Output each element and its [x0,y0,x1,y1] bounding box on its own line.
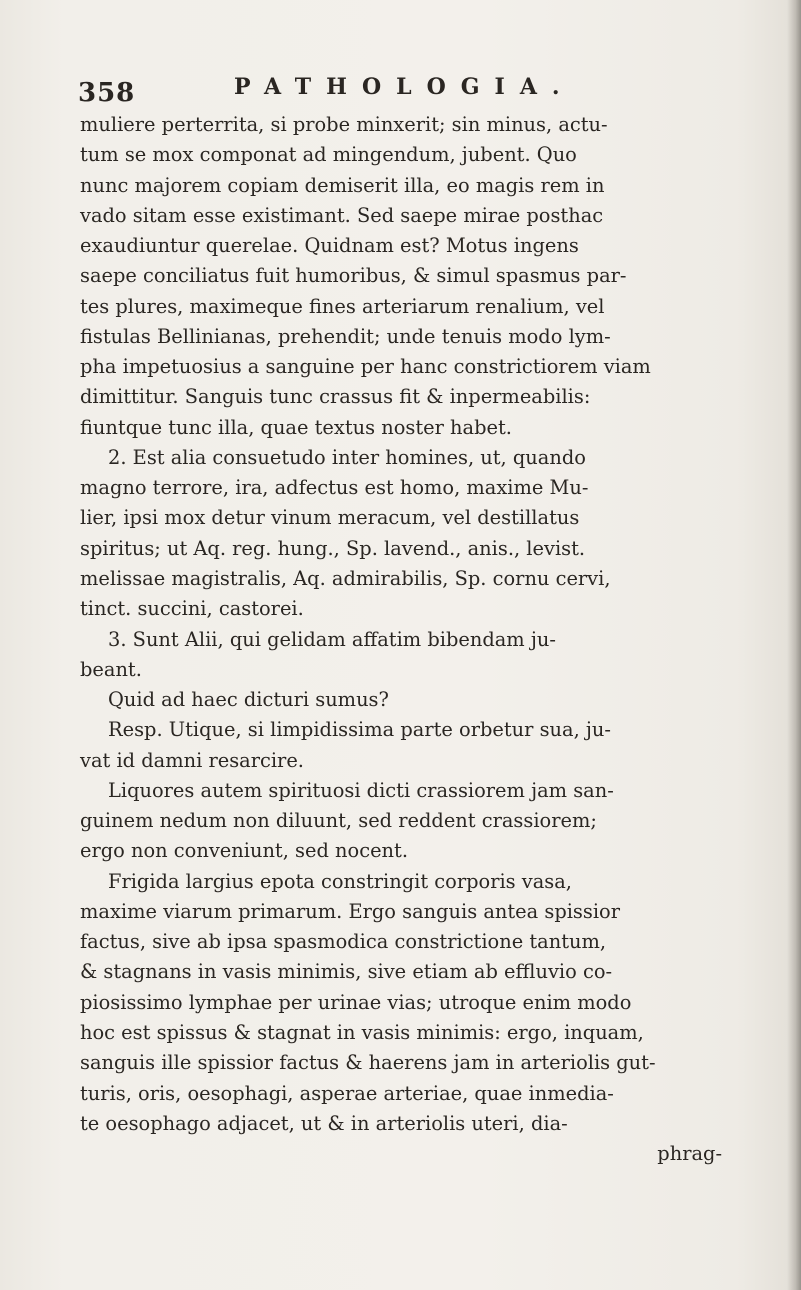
text-line: spiritus; ut Aq. reg. hung., Sp. lavend., anis., levist. [80,536,586,560]
text-line: piosissimo lymphae per urinae vias; utroque enim modo [80,990,632,1014]
body-text [80,110,730,1169]
page-number: 358 [78,78,136,108]
text-line: vat id damni resarcire. [80,748,304,772]
text-line: 2. Est alia consuetudo inter homines, ut, quando [108,445,586,469]
text-line: sanguis ille spissior factus & haerens jam in arteriolis gut- [80,1051,656,1075]
text-line: tes plures, maximeque fines arteriarum renalium, vel [80,294,605,318]
text-line: tum se mox componat ad mingendum, jubent. Quo [80,143,577,167]
running-head: PATHOLOGIA. [234,74,575,100]
text-line: dimittitur. Sanguis tunc crassus fit & inpermeabilis: [80,385,591,409]
text-line: turis, oris, oesophagi, asperae arteriae, quae inmedia- [80,1081,614,1105]
text-line: nunc majorem copiam demiserit illa, eo magis rem in [80,173,605,197]
text-line: vado sitam esse existimant. Sed saepe mirae posthac [80,203,604,227]
text-line: saepe conciliatus fuit humoribus, & simul spasmus par- [80,264,627,288]
text-line: te oesophago adjacet, ut & in arteriolis uteri, dia- [80,1111,568,1135]
catchword: phrag- [657,1142,722,1166]
text-line: ergo non conveniunt, sed nocent. [80,839,408,863]
text-line: exaudiuntur querelae. Quidnam est? Motus ingens [80,234,579,258]
text-line: beant. [80,657,142,681]
text-line: melissae magistralis, Aq. admirabilis, Sp. cornu cervi, [80,566,611,590]
page-header [78,74,718,114]
text-line: Resp. Utique, si limpidissima parte orbetur sua, ju- [108,718,611,742]
text-line: Quid ad haec dicturi sumus? [108,688,389,712]
text-line: magno terrore, ira, adfectus est homo, maxime Mu- [80,476,589,500]
text-line: hoc est spissus & stagnat in vasis minimis: ergo, inquam, [80,1020,644,1044]
text-line: fistulas Bellinianas, prehendit; unde tenuis modo lym- [80,324,611,348]
text-line: & stagnans in vasis minimis, sive etiam ab effluvio co- [80,960,613,984]
text-line: fiuntque tunc illa, quae textus noster habet. [80,415,512,439]
text-line: tinct. succini, castorei. [80,597,304,621]
text-line: maxime viarum primarum. Ergo sanguis antea spissior [80,899,620,923]
text-line: 3. Sunt Alii, qui gelidam affatim bibendam ju- [108,627,556,651]
text-line: muliere perterrita, si probe minxerit; sin minus, actu- [80,113,608,136]
text-line: pha impetuosius a sanguine per hanc constrictiorem viam [80,355,651,379]
text-line: Frigida largius epota constringit corporis vasa, [108,869,572,893]
text-line: lier, ipsi mox detur vinum meracum, vel destillatus [80,506,580,530]
page-gutter-shadow [787,0,801,1290]
text-line: guinem nedum non diluunt, sed reddent crassiorem; [80,809,597,833]
text-line: factus, sive ab ipsa spasmodica constrictione tantum, [80,930,607,954]
text-line: Liquores autem spirituosi dicti crassiorem jam san- [108,778,614,802]
